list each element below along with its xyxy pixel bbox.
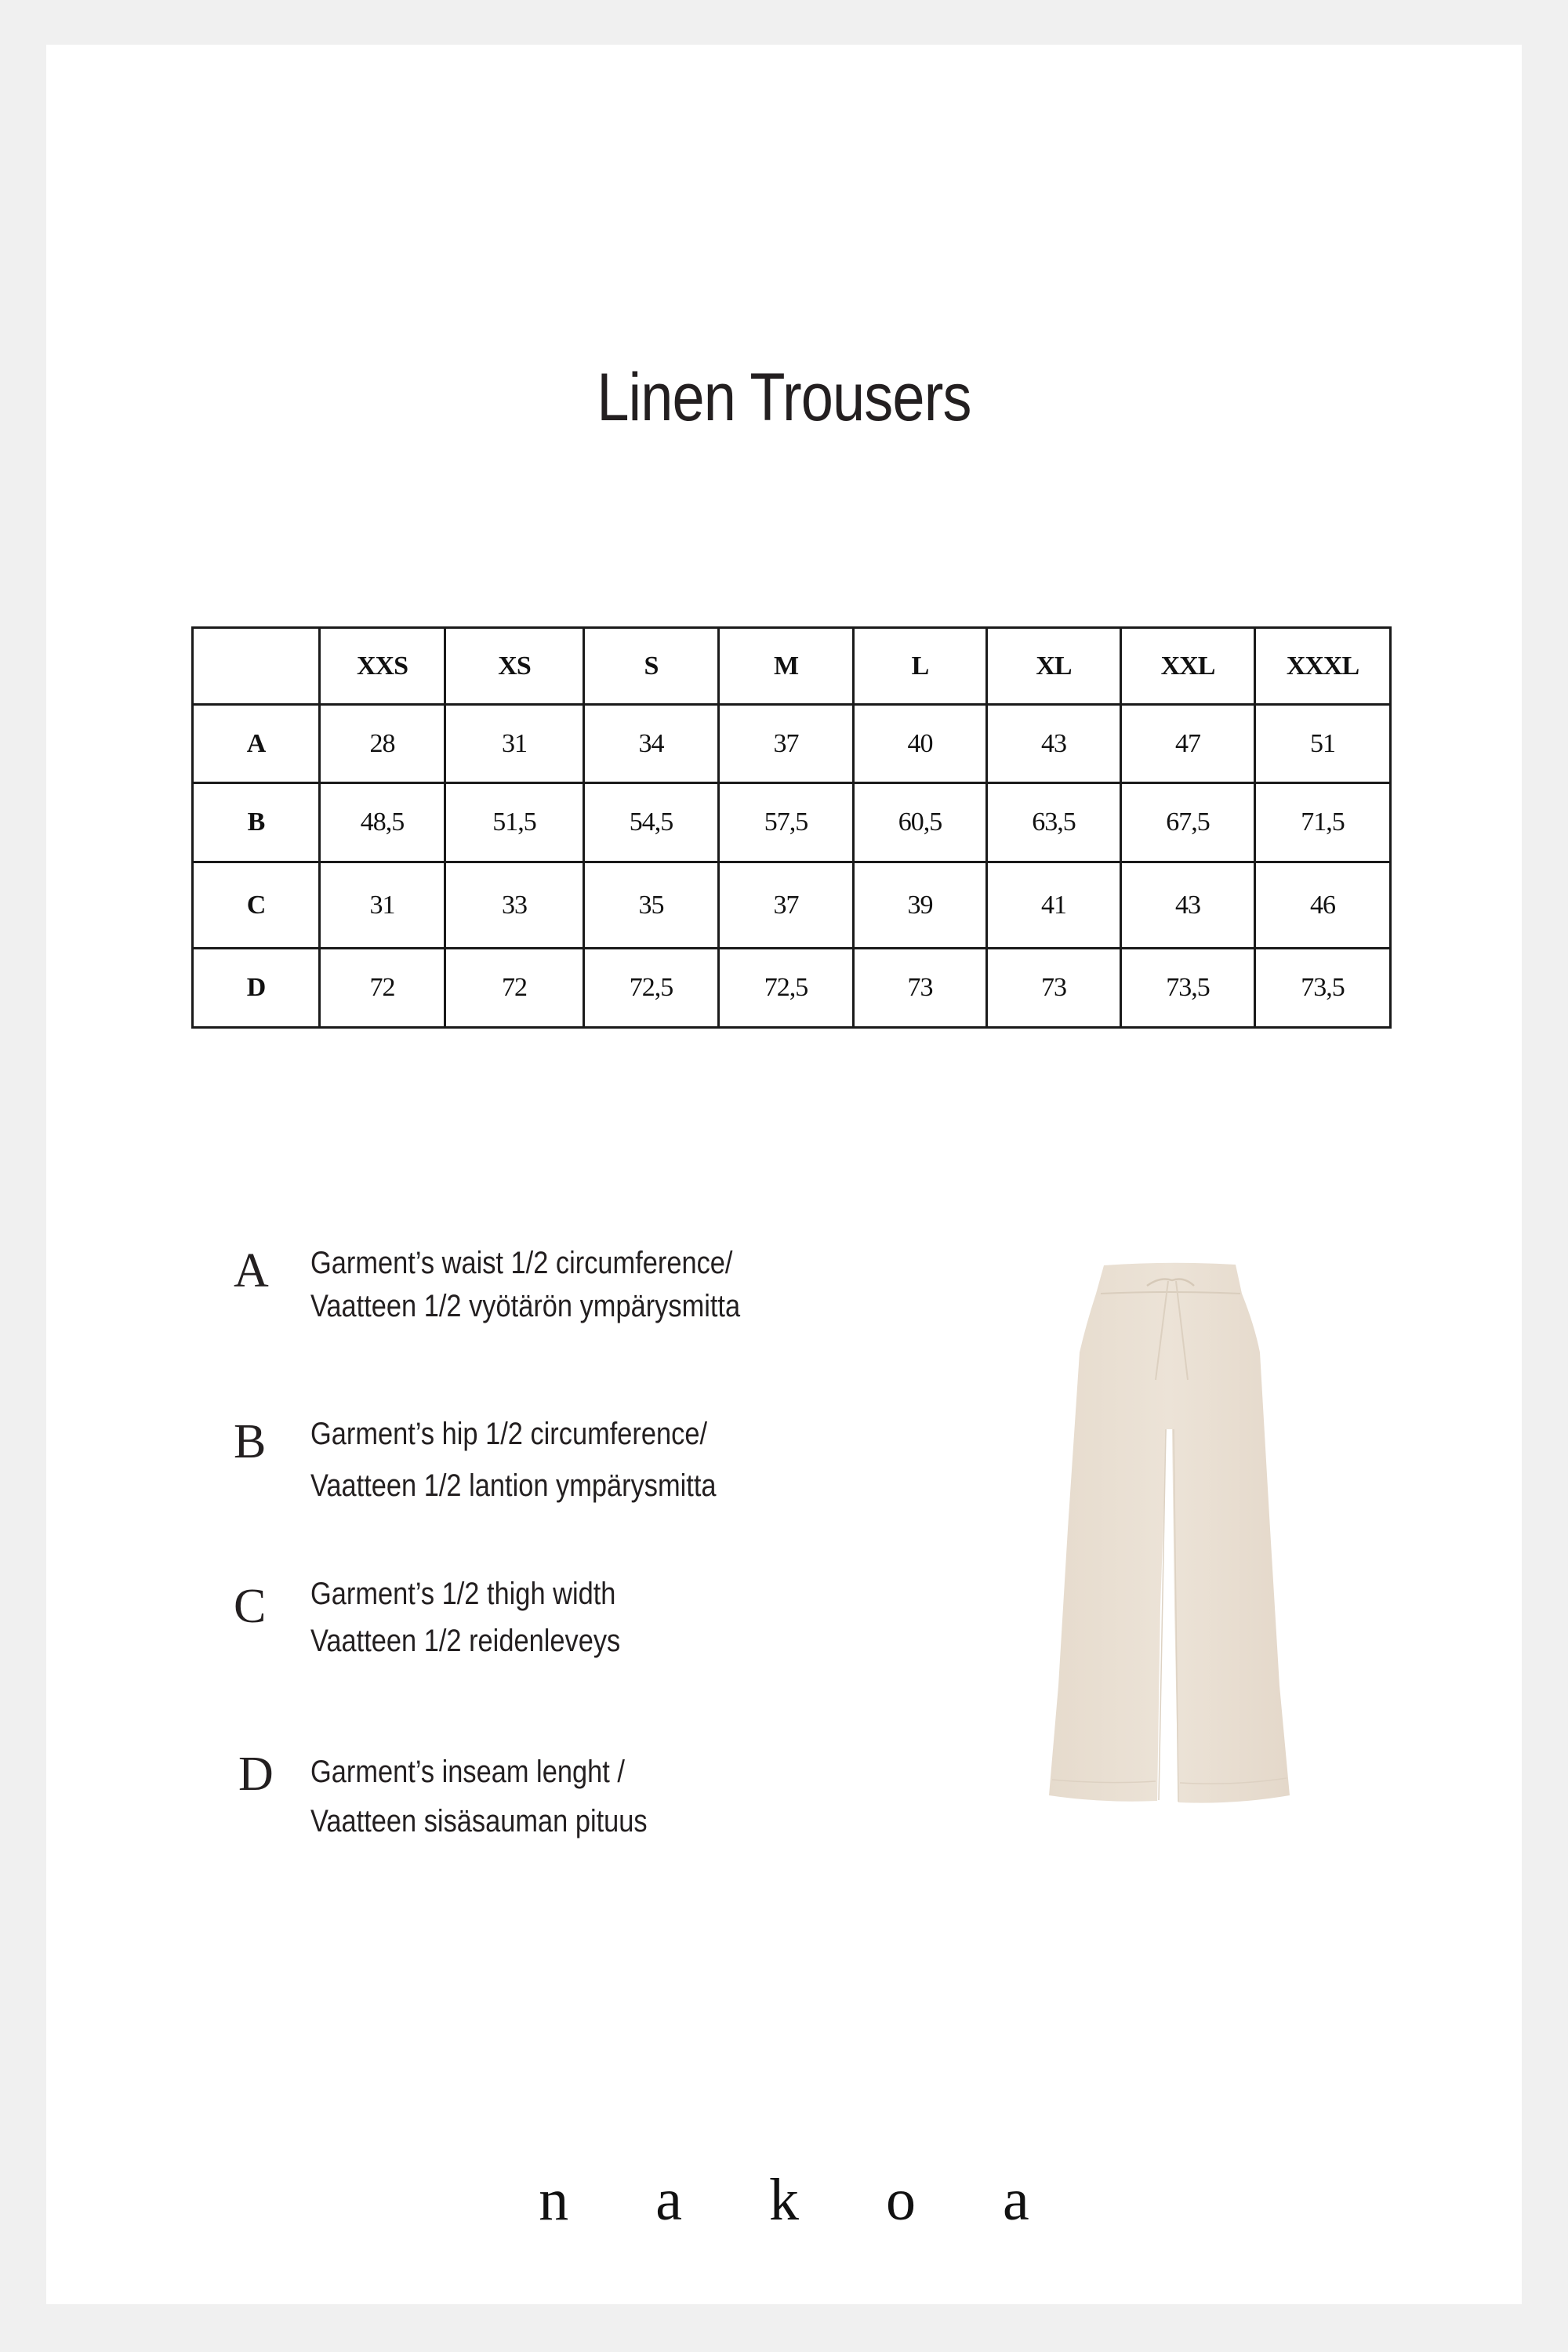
- legend-letter-a: A: [234, 1244, 269, 1298]
- table-cell: 43: [1121, 862, 1255, 949]
- table-cell: 39: [854, 862, 987, 949]
- table-cell: 37: [719, 862, 854, 949]
- table-cell: 47: [1121, 705, 1255, 783]
- legend-letter-c: C: [234, 1580, 267, 1633]
- table-header-row: [193, 628, 1391, 705]
- legend-b-english: Garment’s hip 1/2 circumference/: [310, 1417, 708, 1451]
- row-label: B: [193, 783, 320, 862]
- table-cell: 28: [320, 705, 445, 783]
- header-cell-xs: XS: [445, 628, 584, 705]
- table-cell: 60,5: [854, 783, 987, 862]
- header-cell-xxs: XXS: [320, 628, 445, 705]
- table-cell: 73: [987, 949, 1121, 1028]
- table-cell: 72,5: [719, 949, 854, 1028]
- header-cell-xl: XL: [987, 628, 1121, 705]
- table-cell: 33: [445, 862, 584, 949]
- table-cell: 67,5: [1121, 783, 1255, 862]
- page-title: Linen Trousers: [597, 360, 971, 435]
- header-cell-l: L: [854, 628, 987, 705]
- legend-letter-d: D: [238, 1748, 274, 1801]
- legend-d-english: Garment’s inseam lenght /: [310, 1755, 625, 1789]
- table-row: [193, 949, 1391, 1028]
- legend-a-english: Garment’s waist 1/2 circumference/: [310, 1246, 733, 1280]
- table-row: [193, 783, 1391, 862]
- legend-c-english: Garment’s 1/2 thigh width: [310, 1577, 616, 1611]
- table-cell: 35: [584, 862, 719, 949]
- row-label: A: [193, 705, 320, 783]
- trousers-shape: [1049, 1263, 1290, 1803]
- header-cell-xxxl: XXXL: [1255, 628, 1391, 705]
- table-cell: 40: [854, 705, 987, 783]
- brand-logo: n a k o a: [539, 2167, 1065, 2233]
- legend-a-finnish: Vaatteen 1/2 vyötärön ympärysmitta: [310, 1289, 741, 1323]
- table-cell: 73,5: [1121, 949, 1255, 1028]
- table-cell: 48,5: [320, 783, 445, 862]
- table-cell: 34: [584, 705, 719, 783]
- table-cell: 51,5: [445, 783, 584, 862]
- row-label: D: [193, 949, 320, 1028]
- legend-letter-b: B: [234, 1415, 267, 1468]
- table-cell: 72,5: [584, 949, 719, 1028]
- size-chart-table: [191, 626, 1392, 1029]
- table-cell: 72: [320, 949, 445, 1028]
- linen-trousers-image: [1035, 1247, 1317, 1827]
- table-cell: 43: [987, 705, 1121, 783]
- header-cell-m: M: [719, 628, 854, 705]
- table-cell: 54,5: [584, 783, 719, 862]
- row-label: C: [193, 862, 320, 949]
- table-cell: 57,5: [719, 783, 854, 862]
- legend-c-finnish: Vaatteen 1/2 reidenleveys: [310, 1624, 621, 1658]
- table-row: [193, 862, 1391, 949]
- table-cell: 37: [719, 705, 854, 783]
- table-cell: 31: [320, 862, 445, 949]
- table-row: [193, 705, 1391, 783]
- header-cell-xxl: XXL: [1121, 628, 1255, 705]
- legend-b-finnish: Vaatteen 1/2 lantion ympärysmitta: [310, 1468, 717, 1503]
- header-cell-empty: [193, 628, 320, 705]
- table-cell: 73,5: [1255, 949, 1391, 1028]
- table-cell: 73: [854, 949, 987, 1028]
- header-cell-s: S: [584, 628, 719, 705]
- table-cell: 63,5: [987, 783, 1121, 862]
- table-cell: 72: [445, 949, 584, 1028]
- table-cell: 46: [1255, 862, 1391, 949]
- legend-d-finnish: Vaatteen sisäsauman pituus: [310, 1804, 648, 1838]
- table-cell: 31: [445, 705, 584, 783]
- table-cell: 71,5: [1255, 783, 1391, 862]
- table-cell: 41: [987, 862, 1121, 949]
- table-cell: 51: [1255, 705, 1391, 783]
